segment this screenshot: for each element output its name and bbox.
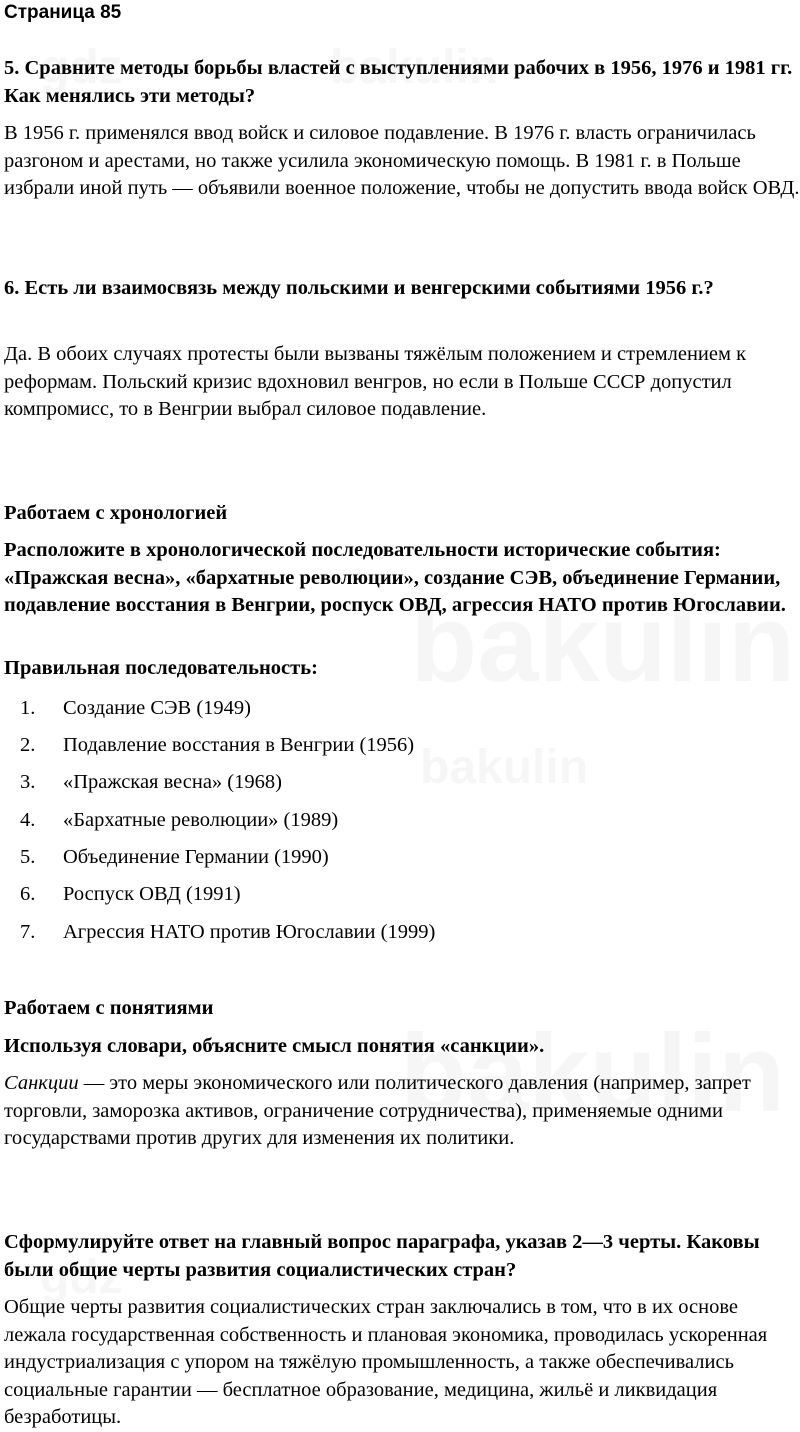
list-item-number: 4. <box>20 809 36 831</box>
answer-6: Да. В обоих случаях протесты были вызваны тяжёлым положением и стремлением к реформам. Польский кризис вдохновил венгров, но если в Польше СССР допустил компромисс, то в Венгрии выбрал силовое подавление. <box>4 343 747 420</box>
term: Санкции <box>4 1072 79 1094</box>
main-question: Сформулируйте ответ на главный вопрос параграфа, указав 2—3 черты. Каковы были общие черты развития социалистических стран? <box>4 1231 760 1281</box>
main-answer: Общие черты развития социалистических стран заключались в том, что в их основе лежала государственная собственность и плановая экономика, проводилась ускоренная индустриализация с упором на тяжёлую промышленность, а также обеспечивались социальные гарантии — бесплатное образование, медицина, жильё и ликвидация безработицы. <box>4 1296 768 1428</box>
list-item-text: Агрессия НАТО против Югославии (1999) <box>63 921 436 943</box>
list-item-number: 2. <box>20 734 36 756</box>
definition: — это меры экономического или политического давления (например, запрет торговли, заморозка активов, ограничение сотрудничества), применяемые одними государствами против других для изменения их политики. <box>4 1072 751 1149</box>
list-item <box>0 843 800 871</box>
answer-5: В 1956 г. применялся ввод войск и силовое подавление. В 1976 г. власть ограничилась разгоном и арестами, но также усилила экономическую помощь. В 1981 г. в Польше избрали иной путь — объявили военное положение, чтобы не допустить ввода войск ОВД. <box>4 122 800 199</box>
list-item-number: 5. <box>20 846 36 868</box>
list-item-text: Подавление восстания в Венгрии (1956) <box>63 734 415 756</box>
page-number-header: Страница 85 <box>4 2 122 23</box>
list-item-number: 7. <box>20 921 36 943</box>
list-item <box>0 880 800 908</box>
list-item <box>0 731 800 759</box>
list-item <box>0 806 800 834</box>
list-item-text: Создание СЭВ (1949) <box>63 697 252 719</box>
list-item <box>0 768 800 796</box>
chronology-task: Расположите в хронологической последовательности исторические события: «Пражская весна», «бархатные революции», создание СЭВ, объединение Германии, подавление восстания в Венгрии, роспуск ОВД, агрессия НАТО против Югославии. <box>4 539 786 616</box>
question-6: 6. Есть ли взаимосвязь между польскими и венгерскими событиями 1956 г.? <box>4 277 714 299</box>
list-item-text: «Пражская весна» (1968) <box>63 771 282 793</box>
list-item-text: Объединение Германии (1990) <box>63 846 329 868</box>
question-5: 5. Сравните методы борьбы властей с выступлениями рабочих в 1956, 1976 и 1981 гг. Как менялись эти методы? <box>4 57 793 107</box>
chronology-answer-label: Правильная последовательность: <box>4 657 318 679</box>
list-item-number: 1. <box>20 697 36 719</box>
list-item <box>0 918 800 946</box>
list-item-number: 6. <box>20 883 36 905</box>
list-item-text: «Бархатные революции» (1989) <box>63 809 339 831</box>
concepts-definition-paragraph <box>4 1070 800 1153</box>
concepts-task: Используя словари, объясните смысл понятия «санкции». <box>4 1035 545 1057</box>
list-item-number: 3. <box>20 771 36 793</box>
list-item <box>0 694 800 722</box>
chronology-heading: Работаем с хронологией <box>4 502 228 524</box>
concepts-heading: Работаем с понятиями <box>4 997 214 1019</box>
list-item-text: Роспуск ОВД (1991) <box>63 883 241 905</box>
